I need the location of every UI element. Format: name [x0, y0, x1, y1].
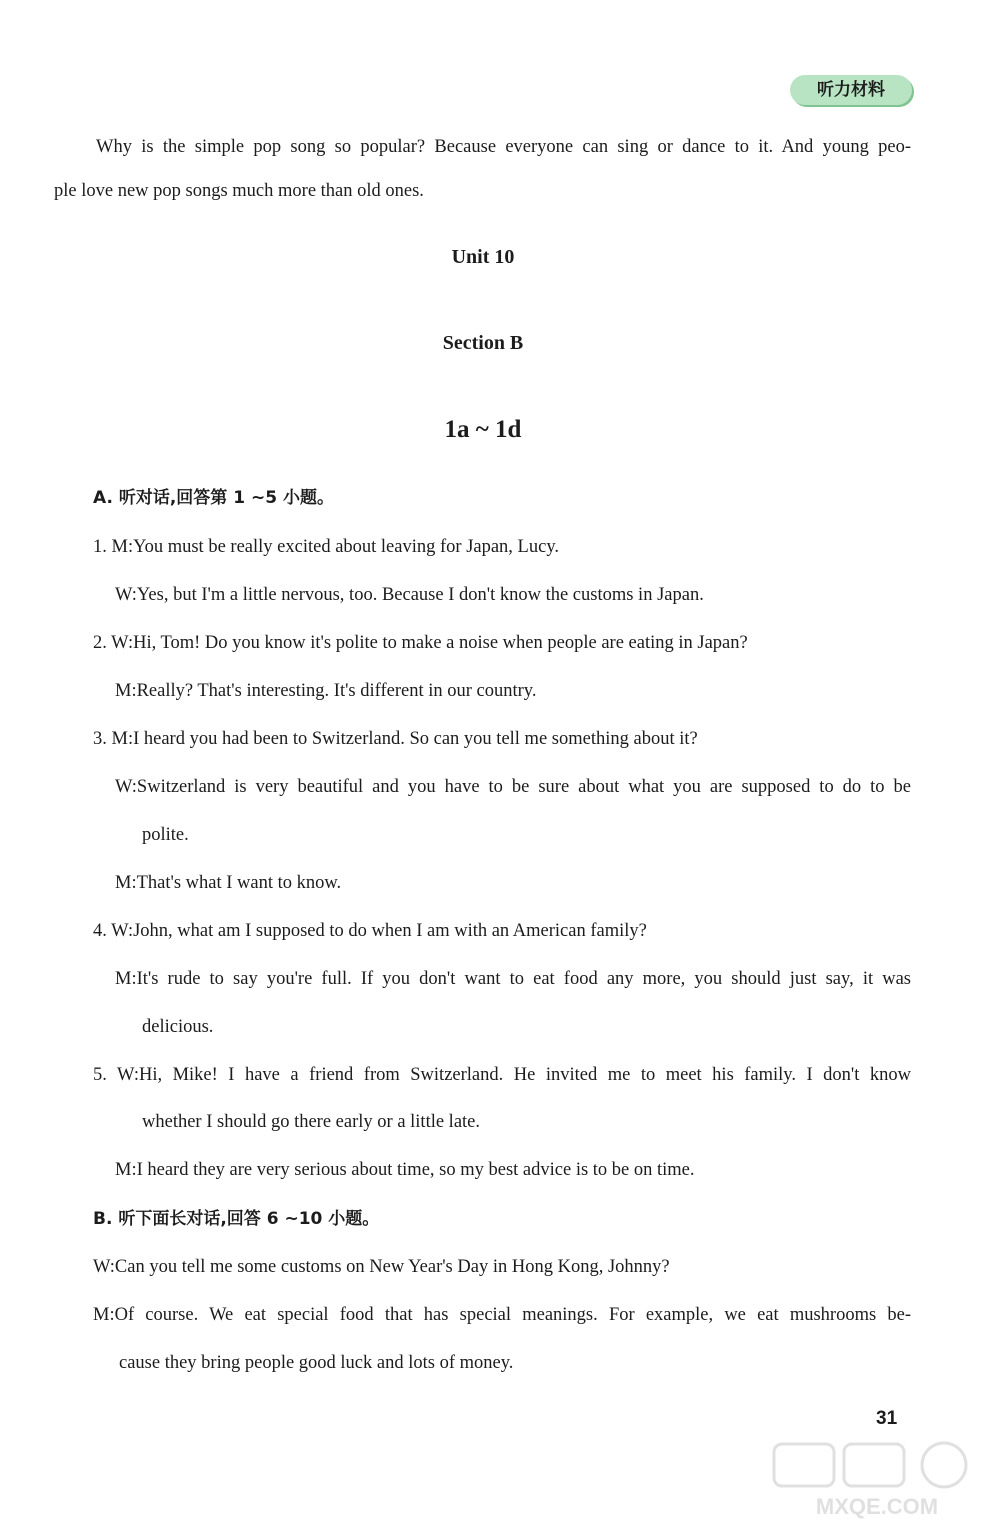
dialogue-line: M:I heard they are very serious about time, so my best advice is to be on time.: [115, 1160, 695, 1180]
dialogue-line: M:That's what I want to know.: [115, 873, 342, 893]
intro-line-2: ple love new pop songs much more than old ones.: [54, 181, 424, 201]
section-title: Section B: [442, 332, 524, 354]
dialogue-line: 2. W:Hi, Tom! Do you know it's polite to make a noise when people are eating in Japan?: [93, 633, 748, 653]
dialogue-line: 1. M:You must be really excited about leaving for Japan, Lucy.: [93, 537, 559, 557]
dialogue-line: 4. W:John, what am I supposed to do when I am with an American family?: [93, 921, 647, 941]
page-number: 31: [876, 1408, 898, 1429]
dialogue-line: M:Really? That's interesting. It's different in our country.: [115, 681, 537, 701]
unit-title: Unit 10: [451, 246, 515, 268]
dialogue-line: cause they bring people good luck and lots of money.: [119, 1353, 514, 1373]
section-tag-listening-material: 听力材料: [790, 75, 912, 105]
dialogue-line: delicious.: [142, 1017, 214, 1037]
intro-line-1: Why is the simple pop song so popular? Because everyone can sing or dance to it. And young peo-: [96, 137, 911, 157]
dialogue-line: W:Yes, but I'm a little nervous, too. Because I don't know the customs in Japan.: [115, 585, 704, 605]
watermark-logo: [772, 1440, 987, 1520]
part-b-heading: B. 听下面长对话,回答 6 ~10 小题。: [93, 1209, 380, 1229]
dialogue-line: 3. M:I heard you had been to Switzerland. So can you tell me something about it?: [93, 729, 698, 749]
dialogue-line: polite.: [142, 825, 189, 845]
dialogue-line: 5. W:Hi, Mike! I have a friend from Switzerland. He invited me to meet his family. I don't know: [93, 1065, 911, 1085]
dialogue-line: W:Can you tell me some customs on New Year's Day in Hong Kong, Johnny?: [93, 1257, 670, 1277]
watermark-text: MXQE.COM: [815, 1494, 939, 1519]
part-title: 1a ~ 1d: [444, 416, 522, 443]
dialogue-line: whether I should go there early or a little late.: [142, 1112, 481, 1132]
dialogue-line: W:Switzerland is very beautiful and you have to be sure about what you are supposed to do to be: [115, 777, 911, 797]
dialogue-line: M:It's rude to say you're full. If you don't want to eat food any more, you should just say, it was: [115, 969, 911, 989]
part-a-heading: A. 听对话,回答第 1 ~5 小题。: [93, 488, 334, 508]
dialogue-line: M:Of course. We eat special food that has special meanings. For example, we eat mushrooms be-: [93, 1305, 911, 1325]
